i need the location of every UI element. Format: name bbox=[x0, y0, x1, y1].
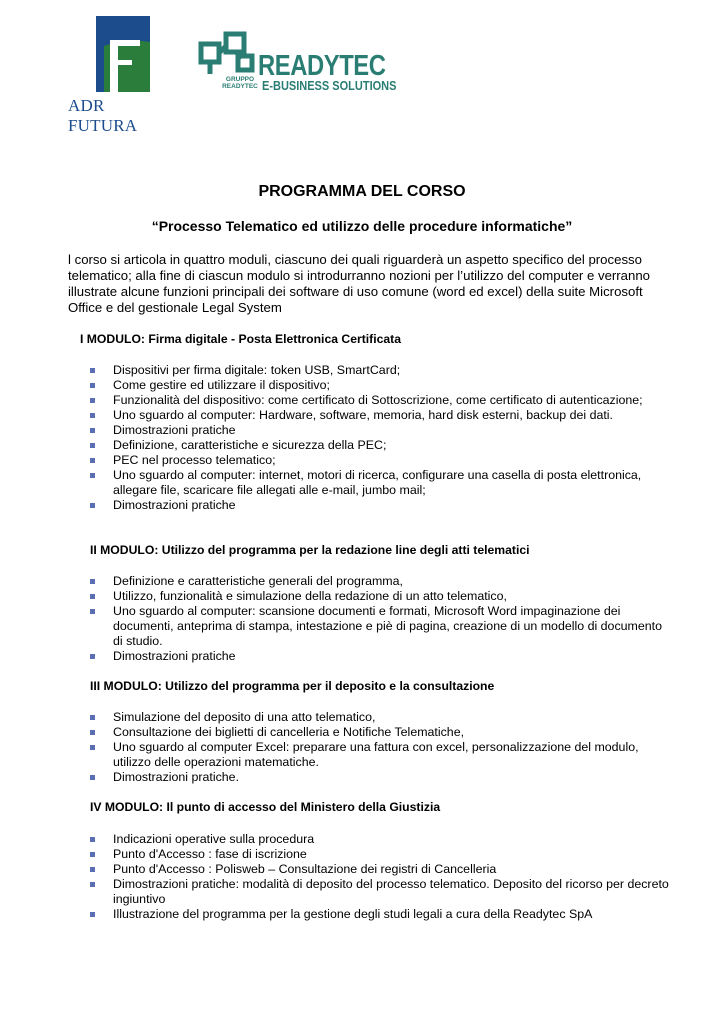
bullet-icon bbox=[90, 368, 95, 373]
bullet-icon bbox=[90, 715, 95, 720]
list-item: Utilizzo, funzionalità e simulazione della redazione di un atto telematico, bbox=[0, 589, 673, 604]
adr-futura-logo bbox=[68, 16, 178, 135]
list-item: Dimostrazioni pratiche bbox=[0, 649, 673, 664]
bullet-icon bbox=[90, 594, 95, 599]
module-1-list bbox=[0, 363, 724, 513]
bullet-icon bbox=[90, 912, 95, 917]
intro-paragraph bbox=[68, 252, 668, 316]
list-item: Definizione e caratteristiche generali del programma, bbox=[0, 574, 673, 589]
list-item: Simulazione del deposito di una atto telematico, bbox=[0, 710, 673, 725]
list-item: Come gestire ed utilizzare il dispositivo; bbox=[0, 378, 673, 393]
module-3-heading: III MODULO: Utilizzo del programma per il deposito e la consultazione bbox=[90, 679, 495, 693]
list-item: Consultazione dei biglietti di cancelleria e Notifiche Telematiche, bbox=[0, 725, 673, 740]
bullet-icon bbox=[90, 745, 95, 750]
module-2-heading: II MODULO: Utilizzo del programma per la redazione line degli atti telematici bbox=[90, 543, 530, 557]
bullet-icon bbox=[90, 730, 95, 735]
list-item: Uno sguardo al computer: internet, motori di ricerca, configurare una casella di posta elettronica, allegare file, scaricare file allegati alle e-mail, jumbo mail; bbox=[0, 468, 673, 498]
list-item: Dimostrazioni pratiche. bbox=[0, 770, 673, 785]
list-item: Indicazioni operative sulla procedura bbox=[0, 832, 673, 847]
bullet-icon bbox=[90, 837, 95, 842]
list-item: Punto d'Accesso : Polisweb – Consultazione dei registri di Cancelleria bbox=[0, 862, 673, 877]
list-item: Illustrazione del programma per la gestione degli studi legali a cura della Readytec SpA bbox=[0, 907, 673, 922]
course-subtitle: “Processo Telematico ed utilizzo delle procedure informatiche” bbox=[151, 218, 573, 234]
module-4-heading: IV MODULO: Il punto di accesso del Ministero della Giustizia bbox=[90, 800, 441, 814]
bullet-icon bbox=[90, 654, 95, 659]
bullet-icon bbox=[90, 503, 95, 508]
bullet-icon bbox=[90, 609, 95, 614]
adr-futura-wordmark: ADR FUTURA bbox=[68, 96, 138, 135]
bullet-icon bbox=[90, 867, 95, 872]
list-item: Definizione, caratteristiche e sicurezza della PEC; bbox=[0, 438, 673, 453]
bullet-icon bbox=[90, 443, 95, 448]
bullet-icon bbox=[90, 579, 95, 584]
readytec-wordmark: READYTEC bbox=[258, 50, 386, 82]
list-item: Dispositivi per firma digitale: token USB, SmartCard; bbox=[0, 363, 673, 378]
list-item: Uno sguardo al computer: Hardware, software, memoria, hard disk esterni, backup dei dati. bbox=[0, 408, 673, 423]
list-item: Dimostrazioni pratiche: modalità di deposito del processo telematico. Deposito del ricorso per decreto ingiuntivo bbox=[0, 877, 673, 907]
list-item: Uno sguardo al computer Excel: preparare una fattura con excel, personalizzazione del modulo, utilizzo delle operazioni matematiche. bbox=[0, 740, 673, 770]
bullet-icon bbox=[90, 775, 95, 780]
bullet-icon bbox=[90, 398, 95, 403]
bullet-icon bbox=[90, 882, 95, 887]
module-2-list bbox=[0, 574, 724, 664]
module-3-list bbox=[0, 710, 724, 785]
bullet-icon bbox=[90, 473, 95, 478]
bullet-icon bbox=[90, 413, 95, 418]
adr-futura-mark-icon bbox=[96, 16, 150, 92]
bullet-icon bbox=[90, 428, 95, 433]
bullet-icon bbox=[90, 852, 95, 857]
module-1-heading: I MODULO: Firma digitale - Posta Elettronica Certificata bbox=[80, 332, 401, 346]
readytec-group-line-1: GRUPPO bbox=[225, 76, 255, 83]
readytec-group-label bbox=[220, 76, 260, 90]
bullet-icon bbox=[90, 458, 95, 463]
list-item: Uno sguardo al computer: scansione documenti e formati, Microsoft Word impaginazione dei documenti, anteprima di stampa, intestazione e piè di pagina, creazione di un modello di documento di studio. bbox=[0, 604, 673, 649]
list-item: PEC nel processo telematico; bbox=[0, 453, 673, 468]
readytec-tagline: E-BUSINESS SOLUTIONS bbox=[262, 79, 397, 93]
list-item: Funzionalità del dispositivo: come certificato di Sottoscrizione, come certificato di autenticazione; bbox=[0, 393, 673, 408]
intro-text: l corso si articola in quattro moduli, ciascuno dei quali riguarderà un aspetto specifico del processo telematico; alla fine di ciascun modulo si introdurranno nozioni per l’utilizzo del computer e verranno illustrate alcune funzioni principali dei software di uso comune (word ed excel) della suite Microsoft Office e del gestionale Legal System bbox=[68, 252, 651, 315]
list-item: Punto d'Accesso : fase di iscrizione bbox=[0, 847, 673, 862]
list-item: Dimostrazioni pratiche bbox=[0, 423, 673, 438]
bullet-icon bbox=[90, 383, 95, 388]
list-item: Dimostrazioni pratiche bbox=[0, 498, 673, 513]
readytec-logo bbox=[196, 30, 416, 100]
readytec-group-line-2: READYTEC bbox=[222, 83, 258, 90]
module-4-list bbox=[0, 832, 724, 922]
page-title: PROGRAMMA DEL CORSO bbox=[258, 183, 466, 200]
